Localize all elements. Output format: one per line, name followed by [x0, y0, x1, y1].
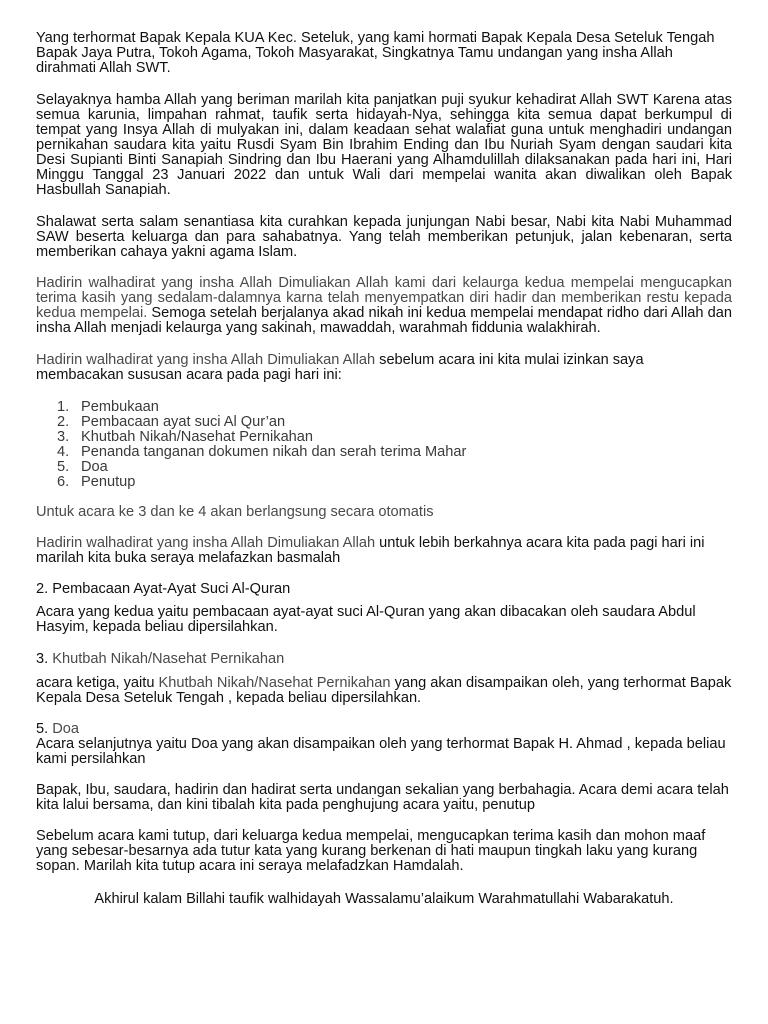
thanks-paragraph — [36, 276, 732, 336]
heading-text: Khutbah Nikah/Nasehat Pernikahan — [48, 651, 285, 667]
agenda-intro-paragraph — [36, 353, 732, 383]
khutbah-text-b: Khutbah Nikah/Nasehat Pernikahan — [158, 675, 391, 691]
quran-paragraph: Acara yang kedua yaitu pembacaan ayat-ayat suci Al-Quran yang akan dibacakan oleh saudara Abdul Hasyim, kepada beliau dipersilahkan. — [36, 604, 696, 635]
basmalah-greeting: Hadirin walhadirat yang insha Allah Dimuliakan Allah — [36, 535, 376, 551]
thanks-intro: Hadirin walhadirat yang insha Allah Dimuliakan Allah kami dari kelaurga kedua mempelai mengucapkan terima kasih yang sedalam-dalamnya karna telah menyempatkan diri hadir dan memberikan restu kepada kedua mempelai. — [36, 275, 732, 321]
heading-text: Doa — [48, 721, 79, 737]
agenda-item: 2. Pembacaan ayat suci Al Qur’an — [57, 414, 286, 430]
basmalah-paragraph — [36, 536, 732, 566]
apology-paragraph: Sebelum acara kami tutup, dari keluarga kedua mempelai, mengucapkan terima kasih dan mohon maaf yang sebesar-besarnya ada tutur kata yang kurang berkenan di hati maupun tingkah laku yang kurang sopan. Marilah kita tutup acara ini seraya melafadzkan Hamdalah. — [36, 828, 706, 874]
section-heading-doa — [36, 722, 732, 737]
greeting-paragraph: Yang terhormat Bapak Kepala KUA Kec. Seteluk, yang kami hormati Bapak Kepala Desa Seteluk Tengah Bapak Jaya Putra, Tokoh Agama, Tokoh Masyarakat, Singkatnya Tamu undangan yang insha Allah dirahmati Allah SWT. — [36, 30, 715, 76]
agenda-item: 6. Penutup — [57, 474, 136, 490]
agenda-item: 5. Doa — [57, 459, 108, 475]
automatic-note: Untuk acara ke 3 dan ke 4 akan berlangsung secara otomatis — [36, 504, 434, 520]
section-heading-quran: 2. Pembacaan Ayat-Ayat Suci Al-Quran — [36, 581, 291, 597]
khutbah-text-c: yang akan disampaikan oleh, yang terhormat Bapak Kepala Desa Seteluk Tengah , kepada beliau dipersilahkan. — [36, 675, 732, 706]
agenda-item: 1. Pembukaan — [57, 399, 159, 415]
agenda-item: 4. Penanda tanganan dokumen nikah dan serah terima Mahar — [57, 444, 467, 460]
closing-intro-paragraph: Bapak, Ibu, saudara, hadirin dan hadirat serta undangan sekalian yang berbahagia. Acara demi acara telah kita lalui bersama, dan kini tibalah kita pada penghujung acara yaitu, penutup — [36, 782, 729, 813]
heading-number: 3. — [36, 651, 49, 667]
opening-paragraph: Selayaknya hamba Allah yang beriman marilah kita panjatkan puji syukur kehadirat Allah SWT Karena atas semua karunia, limpahan rahmat, taufik serta hidayah-Nya, sehingga kita semua dapat berkumpul di tempat yang Insya Allah di mulyakan ini, dalam keadaan sehat walafiat guna untuk menghadiri undangan pernikahan saudara kita yaitu Rusdi Syam Bin Ibrahim Ending dan Ibu Nuriah Syam dengan saudari kita Desi Supianti Binti Sanapiah Sindring dan Ibu Haerani yang Alhamdulillah dilaksanakan pada hari ini, Hari Minggu Tanggal 23 Januari 2022 dan untuk Wali dari mempelai wanita akan diwalikan oleh Bapak Hasbullah Sanapiah. — [36, 92, 732, 198]
basmalah-text: untuk lebih berkahnya acara kita pada pagi hari ini marilah kita buka seraya melafazkan basmalah — [36, 535, 705, 566]
thanks-prayer: Semoga setelah berjalanya akad nikah ini kedua mempelai mendapat ridho dari Allah dan insha Allah menjadi kelaurga yang sakinah, mawaddah, warahmah fiddunia walakhirah. — [36, 305, 732, 336]
agenda-item: 3. Khutbah Nikah/Nasehat Pernikahan — [57, 429, 314, 445]
shalawat-paragraph: Shalawat serta salam senantiasa kita curahkan kepada junjungan Nabi besar, Nabi kita Nabi Muhammad SAW beserta keluarga dan para sahabatnya. Yang telah memberikan petunjuk, jalan kebenaran, serta memberikan cahaya yakni agama Islam. — [36, 214, 732, 260]
heading-number: 5. — [36, 721, 49, 737]
agenda-intro-text: sebelum acara ini kita mulai izinkan saya membacakan sususan acara pada pagi hari ini: — [36, 352, 644, 383]
khutbah-text-a: acara ketiga, yaitu — [36, 675, 159, 691]
agenda-intro-greeting: Hadirin walhadirat yang insha Allah Dimuliakan Allah — [36, 352, 376, 368]
section-heading-khutbah — [36, 652, 732, 667]
agenda-list — [57, 400, 717, 490]
closing-salam: Akhirul kalam Billahi taufik walhidayah Wassalamu’alaikum Warahmatullahi Wabarakatuh. — [94, 891, 674, 907]
doa-paragraph: Acara selanjutnya yaitu Doa yang akan disampaikan oleh yang terhormat Bapak H. Ahmad , kepada beliau kami persilahkan — [36, 736, 726, 767]
khutbah-paragraph — [36, 676, 732, 706]
